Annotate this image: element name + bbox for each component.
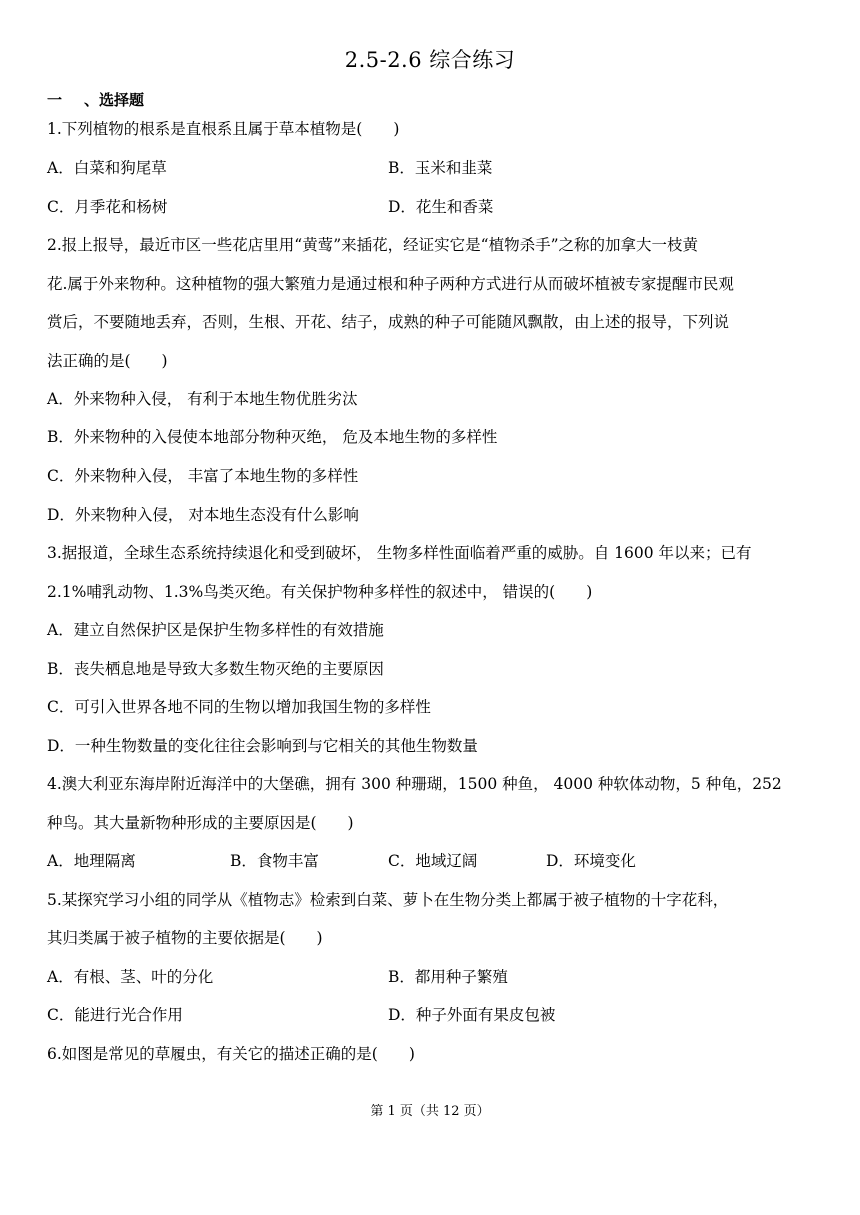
question-3-stem-line: 3.据报道，全球生态系统持续退化和受到破坏， 生物多样性面临着严重的威胁。自 1600 年以来；已有 <box>47 544 752 562</box>
section-number: 一 <box>47 91 63 109</box>
question-5-option-d: D．种子外面有果皮包被 <box>388 1006 556 1024</box>
question-1-option-b: B．玉米和韭菜 <box>388 159 493 177</box>
question-3-option-d: D．一种生物数量的变化往往会影响到与它相关的其他生物数量 <box>47 737 478 755</box>
question-2-stem-line: 赏后，不要随地丢弃，否则，生根、开花、结子，成熟的种子可能随风飘散，由上述的报导，下列说 <box>47 313 730 331</box>
question-3-option-b: B．丧失栖息地是导致大多数生物灭绝的主要原因 <box>47 660 384 678</box>
section-label: 、选择题 <box>84 91 145 109</box>
question-1-option-c: C．月季花和杨树 <box>47 198 168 216</box>
question-5-option-c: C．能进行光合作用 <box>47 1006 183 1024</box>
question-2-stem-line: 花.属于外来物种。这种植物的强大繁殖力是通过根和种子两种方式进行从而破坏植被专家提醒市民观 <box>47 275 734 293</box>
question-4-option-c: C．地域辽阔 <box>388 852 478 870</box>
question-1-option-d: D．花生和香菜 <box>388 198 494 216</box>
question-6-stem: 6.如图是常见的草履虫，有关它的描述正确的是( ) <box>47 1045 415 1063</box>
question-2-option-b: B．外来物种的入侵使本地部分物种灭绝， 危及本地生物的多样性 <box>47 428 498 446</box>
question-1-option-a: A．白菜和狗尾草 <box>47 159 167 177</box>
question-4-stem-line: 种鸟。其大量新物种形成的主要原因是( ) <box>47 814 354 832</box>
question-5-option-a: A．有根、茎、叶的分化 <box>47 968 214 986</box>
page-footer: 第 1 页（共 12 页） <box>370 1104 490 1119</box>
question-4-option-a: A．地理隔离 <box>47 852 136 870</box>
question-2-option-c: C．外来物种入侵， 丰富了本地生物的多样性 <box>47 467 359 485</box>
question-2-stem-line: 2.报上报导，最近市区一些花店里用“黄莺”来插花，经证实它是“植物杀手”之称的加拿大一枝黄 <box>47 236 698 254</box>
question-5-stem-line: 其归类属于被子植物的主要依据是( ) <box>47 929 323 947</box>
page-title: 2.5-2.6 综合练习 <box>344 48 516 72</box>
question-4-option-d: D．环境变化 <box>546 852 636 870</box>
question-2-option-d: D．外来物种入侵， 对本地生态没有什么影响 <box>47 506 359 524</box>
question-3-option-a: A．建立自然保护区是保护生物多样性的有效措施 <box>47 621 384 639</box>
question-5-option-b: B．都用种子繁殖 <box>388 968 508 986</box>
question-5-stem-line: 5.某探究学习小组的同学从《植物志》检索到白菜、萝卜在生物分类上都属于被子植物的十字花科， <box>47 891 729 909</box>
question-4-stem-line: 4.澳大利亚东海岸附近海洋中的大堡礁，拥有 300 种珊瑚，1500 种鱼， 4000 种软体动物，5 种龟，252 <box>47 775 782 793</box>
question-2-stem-line: 法正确的是( ) <box>47 352 168 370</box>
question-4-option-b: B．食物丰富 <box>230 852 319 870</box>
question-2-option-a: A．外来物种入侵， 有利于本地生物优胜劣汰 <box>47 390 358 408</box>
question-1-stem: 1.下列植物的根系是直根系且属于草本植物是( ) <box>47 120 400 138</box>
question-3-stem-line: 2.1%哺乳动物、1.3%鸟类灭绝。有关保护物种多样性的叙述中， 错误的( ) <box>47 583 593 601</box>
section-heading <box>47 89 144 110</box>
question-3-option-c: C．可引入世界各地不同的生物以增加我国生物的多样性 <box>47 698 431 716</box>
